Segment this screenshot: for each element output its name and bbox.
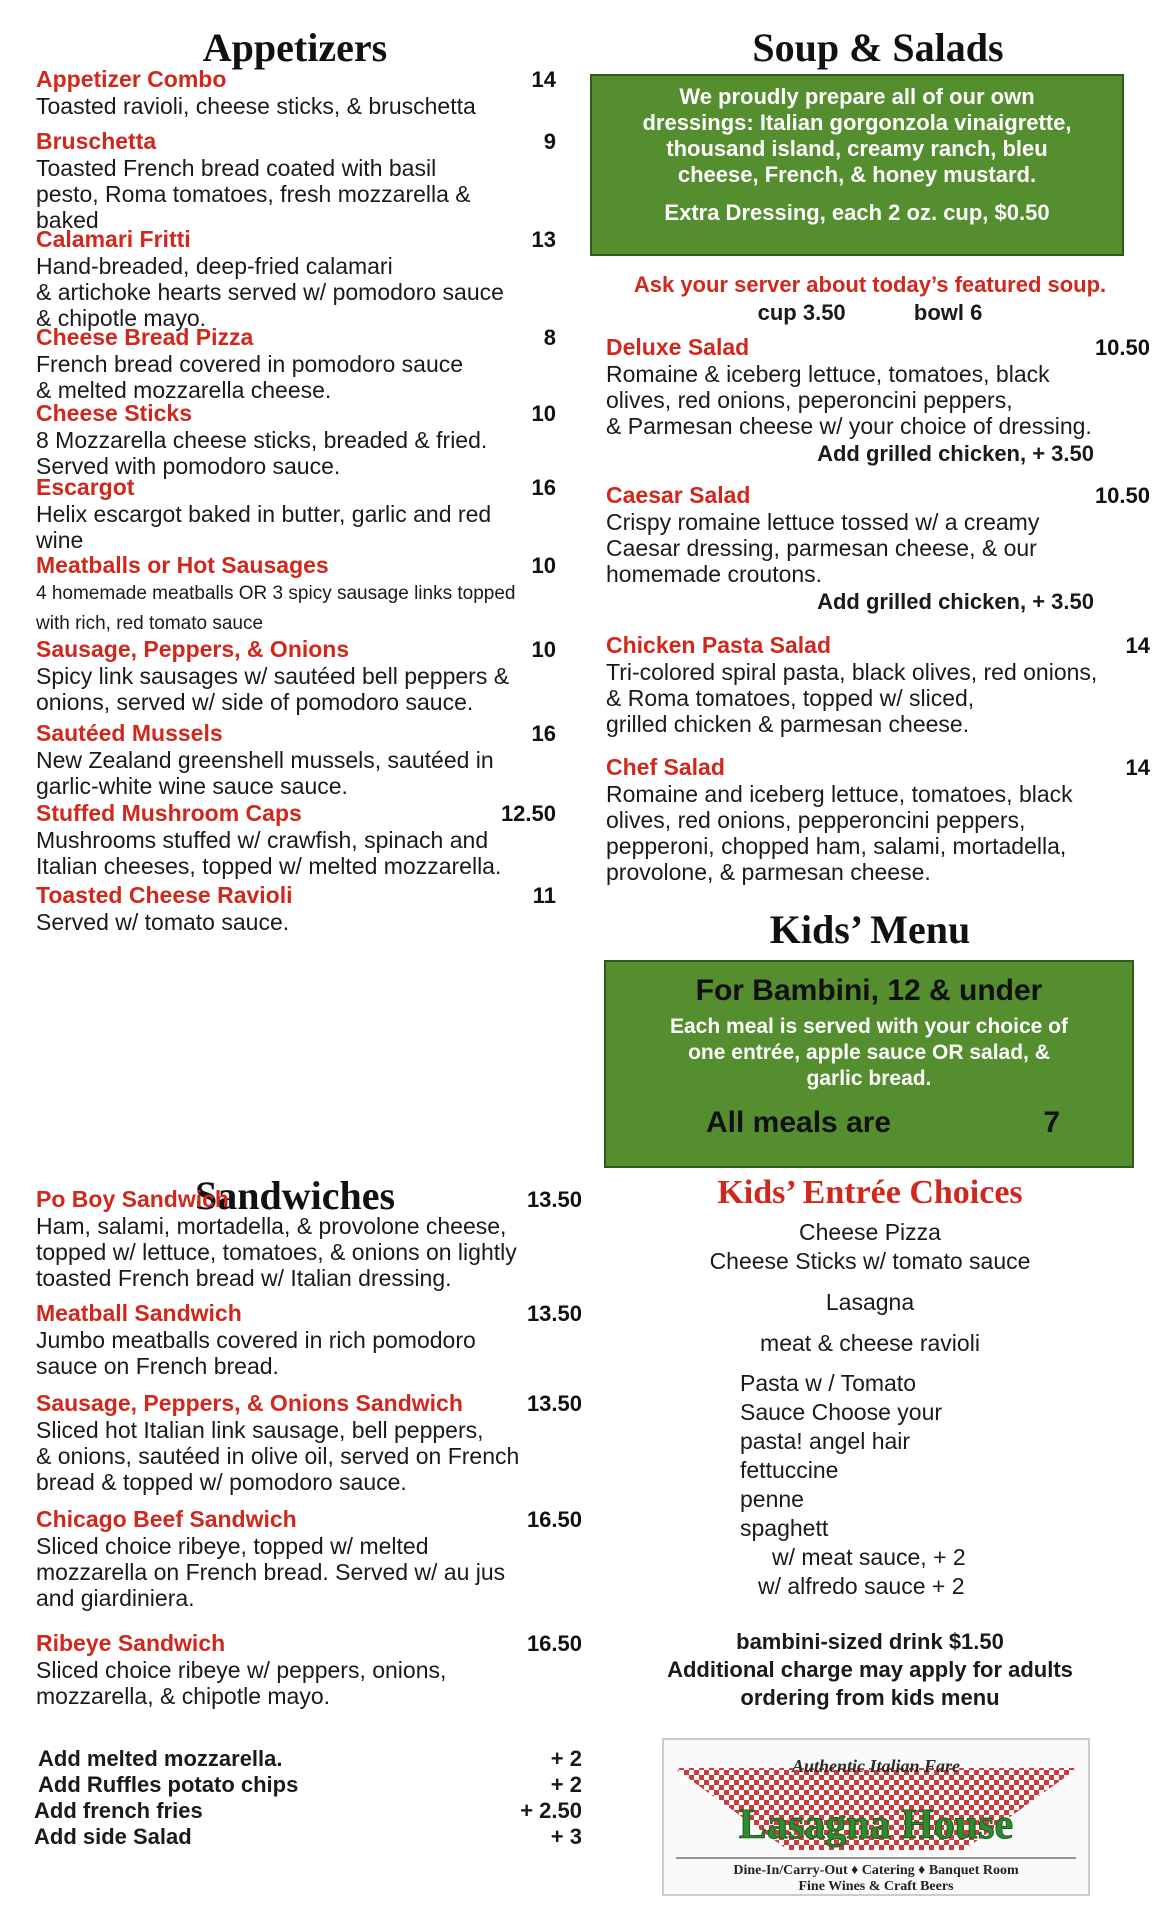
- all-meals-label: All meals are: [706, 1106, 892, 1139]
- menu-item-name: Sausage, Peppers, & Onions Sandwich: [36, 1390, 463, 1416]
- menu-item-header: [36, 882, 556, 909]
- kids-choice-item: Lasagna: [825, 1289, 915, 1315]
- menu-item-name: Escargot: [36, 474, 135, 500]
- menu-item-name: Calamari Fritti: [36, 226, 191, 252]
- menu-item-price: 13.50: [526, 1391, 582, 1416]
- menu-item: [606, 334, 1150, 467]
- kids-entree-title: Kids’ Entrée Choices: [717, 1174, 1023, 1211]
- menu-item-name: Bruschetta: [36, 128, 157, 154]
- menu-item: [36, 226, 556, 331]
- menu-item: [36, 324, 556, 403]
- logo-graphic: [664, 1740, 1088, 1894]
- menu-item-description: Romaine and iceberg lettuce, tomatoes, black olives, red onions, pepperoncini peppers, pepperoni, chopped ham, salami, mortadella, provolone, & parmesan cheese.: [606, 781, 1073, 885]
- alfredo-sauce-option: w/ alfredo sauce + 2: [758, 1573, 965, 1599]
- menu-item-header: [36, 324, 556, 351]
- menu-item: [36, 128, 556, 233]
- kids-box: [604, 960, 1134, 1168]
- menu-item-description: 8 Mozzarella cheese sticks, breaded & fried. Served with pomodoro sauce.: [36, 427, 488, 479]
- menu-item-price: 16: [531, 475, 556, 500]
- menu-item-price: 10: [531, 637, 556, 662]
- menu-item: [36, 1186, 582, 1291]
- meat-sauce-option: w/ meat sauce, + 2: [772, 1544, 966, 1570]
- menu-item: [36, 66, 556, 119]
- sandwich-addons: [34, 1746, 582, 1850]
- menu-item-name: Caesar Salad: [606, 482, 751, 508]
- kids-menu-title: Kids’ Menu: [769, 907, 971, 952]
- menu-item: [606, 632, 1150, 737]
- menu-item: [36, 552, 556, 639]
- addon-row: [34, 1772, 582, 1798]
- sandwiches-title: Sandwiches: [194, 1173, 396, 1218]
- menu-item-description: Romaine & iceberg lettuce, tomatoes, black olives, red onions, peperoncini peppers, & Parmesan cheese w/ your choice of dressing.: [606, 361, 1092, 439]
- menu-item: [36, 1390, 582, 1495]
- appetizers-title: Appetizers: [202, 25, 388, 70]
- menu-item-price: 12.50: [500, 801, 556, 826]
- logo-name: Lasagna House: [738, 1802, 1014, 1848]
- addon-price: + 2: [550, 1746, 582, 1771]
- menu-item: [606, 754, 1150, 885]
- menu-item-description: Sliced hot Italian link sausage, bell peppers, & onions, sautéed in olive oil, served on French bread & topped w/ pomodoro sauce.: [36, 1417, 520, 1495]
- drink-price: bambini-sized drink $1.50: [736, 1629, 1004, 1654]
- kids-meal-price-row: [606, 1092, 1132, 1140]
- menu-item-price: 9: [543, 129, 556, 154]
- addon-price: + 3: [550, 1824, 582, 1849]
- menu-item-name: Sausage, Peppers, & Onions: [36, 636, 350, 662]
- menu-item-addon: Add grilled chicken, + 3.50: [817, 589, 1094, 614]
- menu-item-header: [36, 1186, 582, 1213]
- menu-item-header: [36, 720, 556, 747]
- menu-item-description: French bread covered in pomodoro sauce & melted mozzarella cheese.: [36, 351, 464, 403]
- menu-item-header: [36, 474, 556, 501]
- menu-item-header: [36, 66, 556, 93]
- pasta-choices: Pasta w / Tomato Sauce Choose your pasta! angel hair fettuccine penne spaghett: [740, 1370, 943, 1541]
- menu-item-price: 14: [1125, 633, 1150, 658]
- menu-item-name: Stuffed Mushroom Caps: [36, 800, 302, 826]
- soup-sizes: [590, 300, 1150, 326]
- bowl-price: bowl 6: [913, 300, 983, 325]
- menu-item-price: 14: [531, 67, 556, 92]
- menu-item-description: Toasted ravioli, cheese sticks, & bruschetta: [36, 93, 476, 119]
- menu-item-header: [36, 636, 556, 663]
- cup-price: cup 3.50: [757, 300, 846, 325]
- menu-item-description: Mushrooms stuffed w/ crawfish, spinach and Italian cheeses, topped w/ melted mozzarella.: [36, 827, 502, 879]
- kids-choices: [590, 1218, 1150, 1358]
- menu-item: [36, 1506, 582, 1611]
- menu-item-price: 16.50: [526, 1631, 582, 1656]
- menu-item-price: 10: [531, 553, 556, 578]
- menu-item-description: Ham, salami, mortadella, & provolone cheese, topped w/ lettuce, tomatoes, & onions on lightly toasted French bread w/ Italian dressing.: [36, 1213, 517, 1291]
- logo-tagline: Authentic Italian Fare: [791, 1756, 961, 1776]
- menu-item-name: Deluxe Salad: [606, 334, 750, 360]
- menu-item-name: Po Boy Sandwich: [36, 1186, 229, 1212]
- menu-item: [36, 800, 556, 879]
- kids-drink-note: [590, 1628, 1150, 1712]
- addon-price: + 2.50: [520, 1798, 582, 1823]
- menu-item-price: 13.50: [526, 1187, 582, 1212]
- adult-note: Additional charge may apply for adults ordering from kids menu: [667, 1657, 1073, 1710]
- menu-item: [36, 1300, 582, 1379]
- kids-choice-item: Cheese Pizza: [799, 1219, 941, 1245]
- menu-item-header: [36, 400, 556, 427]
- all-meals-price: 7: [1043, 1106, 1060, 1139]
- menu-item-name: Cheese Bread Pizza: [36, 324, 254, 350]
- menu-item-header: [36, 1630, 582, 1657]
- lasagna-house-logo: [662, 1738, 1090, 1896]
- menu-item-name: Chicago Beef Sandwich: [36, 1506, 297, 1532]
- logo-services: Dine-In/Carry-Out ♦ Catering ♦ Banquet Room: [733, 1863, 1019, 1878]
- menu-item-description: Spicy link sausages w/ sautéed bell peppers & onions, served w/ side of pomodoro sauce.: [36, 663, 510, 715]
- menu-item-description: Helix escargot baked in butter, garlic and red wine: [36, 501, 492, 553]
- menu-item-addon: Add grilled chicken, + 3.50: [817, 441, 1094, 466]
- featured-soup-text: Ask your server about today’s featured soup.: [633, 272, 1107, 297]
- menu-item: [36, 720, 556, 799]
- menu-item-header: [606, 482, 1150, 509]
- addon-price: + 2: [550, 1772, 582, 1797]
- menu-item-header: [36, 128, 556, 155]
- menu-item-description: Sliced choice ribeye w/ peppers, onions, mozzarella, & chipotle mayo.: [36, 1657, 447, 1709]
- menu-item-name: Ribeye Sandwich: [36, 1630, 226, 1656]
- menu-item-price: 8: [543, 325, 556, 350]
- menu-item-header: [36, 1506, 582, 1533]
- soup-salads-title: Soup & Salads: [752, 25, 1004, 70]
- addon-label: Add french fries: [34, 1798, 203, 1823]
- menu-item-header: [606, 334, 1150, 361]
- menu-item-price: 10.50: [1094, 335, 1150, 360]
- menu-item-price: 13: [531, 227, 556, 252]
- menu-item-name: Chicken Pasta Salad: [606, 632, 831, 658]
- addon-label: Add melted mozzarella.: [38, 1746, 283, 1771]
- menu-item-header: [36, 1390, 582, 1417]
- addon-row: [34, 1798, 582, 1824]
- menu-item-price: 14: [1125, 755, 1150, 780]
- menu-item-price: 13.50: [526, 1301, 582, 1326]
- menu-item: [36, 474, 556, 553]
- menu-item-name: Appetizer Combo: [36, 66, 227, 92]
- kids-box-title: For Bambini, 12 & under: [695, 974, 1043, 1007]
- menu-item-name: Toasted Cheese Ravioli: [36, 882, 293, 908]
- dressing-note: We proudly prepare all of our own dressings: Italian gorgonzola vinaigrette, thousand island, creamy ranch, bleu cheese, French, & honey mustard.: [642, 84, 1072, 187]
- menu-item-header: [606, 632, 1150, 659]
- menu-item: [606, 482, 1150, 615]
- addon-row: [34, 1824, 582, 1850]
- kids-choice-item: Cheese Sticks w/ tomato sauce: [709, 1248, 1031, 1274]
- menu-item-description: New Zealand greenshell mussels, sautéed in garlic-white wine sauce sauce.: [36, 747, 494, 799]
- menu-item-price: 16.50: [526, 1507, 582, 1532]
- menu-item-description: 4 homemade meatballs OR 3 spicy sausage links topped with rich, red tomato sauce: [36, 583, 516, 634]
- menu-item: [36, 400, 556, 479]
- logo-extras: Fine Wines & Craft Beers: [798, 1879, 954, 1894]
- menu-item: [36, 636, 556, 715]
- menu-item-price: 10.50: [1094, 483, 1150, 508]
- menu-item-description: Toasted French bread coated with basil pesto, Roma tomatoes, fresh mozzarella & baked: [36, 155, 471, 233]
- kids-box-text: Each meal is served with your choice of one entrée, apple sauce OR salad, & garlic bread.: [670, 1015, 1068, 1090]
- menu-item-description: Served w/ tomato sauce.: [36, 909, 290, 935]
- menu-item-header: [36, 552, 556, 579]
- menu-item-price: 16: [531, 721, 556, 746]
- extra-dressing: Extra Dressing, each 2 oz. cup, $0.50: [664, 200, 1050, 225]
- menu-item-description: Hand-breaded, deep-fried calamari & artichoke hearts served w/ pomodoro sauce & chipotle mayo.: [36, 253, 504, 331]
- menu-item-description: Tri-colored spiral pasta, black olives, red onions, & Roma tomatoes, topped w/ sliced, grilled chicken & parmesan cheese.: [606, 659, 1098, 737]
- menu-item-name: Sautéed Mussels: [36, 720, 223, 746]
- menu-item-header: [36, 1300, 582, 1327]
- menu-item: [36, 1630, 582, 1709]
- menu-item-name: Meatball Sandwich: [36, 1300, 242, 1326]
- dressing-box: [590, 74, 1124, 256]
- soup-note: [590, 272, 1150, 326]
- addon-label: Add Ruffles potato chips: [38, 1772, 299, 1797]
- addon-row: [34, 1746, 582, 1772]
- menu-item-header: [36, 800, 556, 827]
- addon-label: Add side Salad: [34, 1824, 192, 1849]
- menu-item-name: Chef Salad: [606, 754, 725, 780]
- menu-item-description: Crispy romaine lettuce tossed w/ a creamy Caesar dressing, parmesan cheese, & our homemade croutons.: [606, 509, 1040, 587]
- menu-item-price: 11: [532, 883, 556, 908]
- menu-item-header: [606, 754, 1150, 781]
- menu-item-name: Meatballs or Hot Sausages: [36, 552, 329, 578]
- menu-item-description: Sliced choice ribeye, topped w/ melted mozzarella on French bread. Served w/ au jus and giardiniera.: [36, 1533, 506, 1611]
- menu-item-name: Cheese Sticks: [36, 400, 192, 426]
- kids-choice-item: meat & cheese ravioli: [760, 1330, 980, 1356]
- menu-item: [36, 882, 556, 935]
- menu-item-header: [36, 226, 556, 253]
- menu-item-description: Jumbo meatballs covered in rich pomodoro sauce on French bread.: [36, 1327, 476, 1379]
- menu-item-price: 10: [531, 401, 556, 426]
